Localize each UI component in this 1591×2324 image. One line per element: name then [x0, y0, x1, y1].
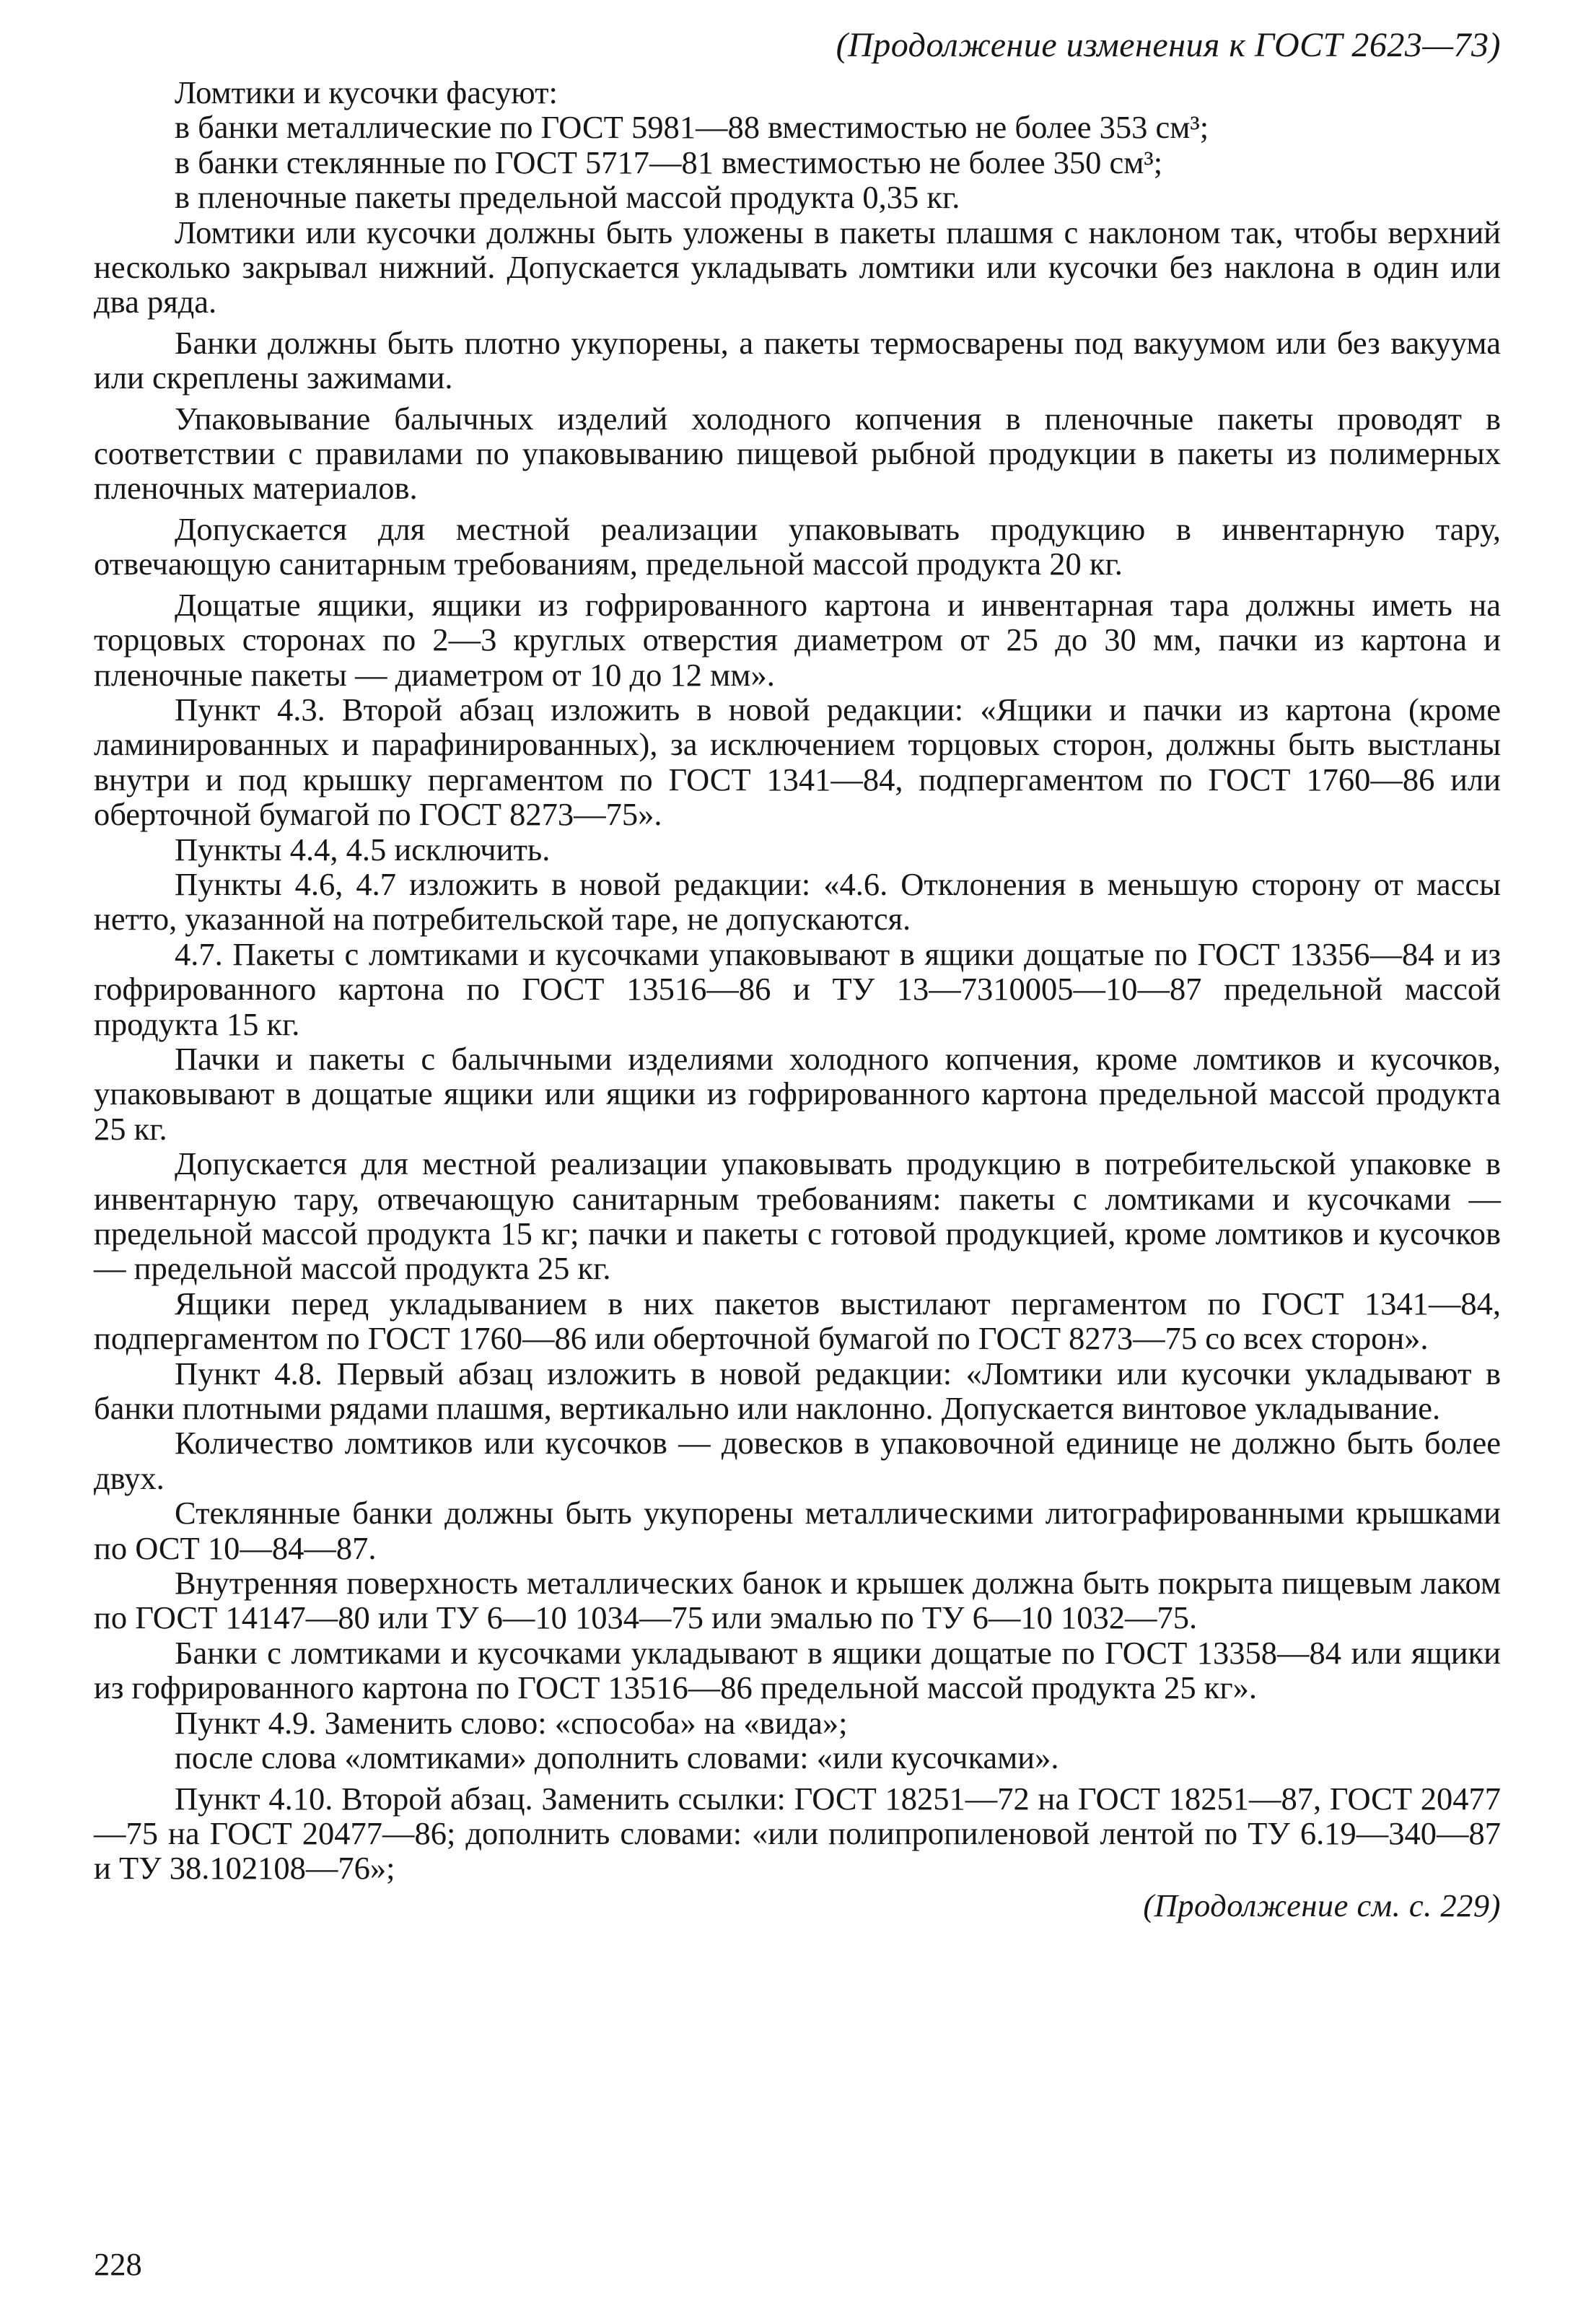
- paragraph: Ломтики и кусочки фасуют:: [175, 74, 558, 110]
- continuation-header: (Продолжение изменения к ГОСТ 2623—73): [836, 26, 1501, 64]
- paragraph: Пункт 4.9. Заменить слово: «способа» на «вида»;: [175, 1704, 848, 1741]
- paragraph: Количество ломтиков или кусочков — довесков в упаковочной единице не должно быть более двух.: [94, 1425, 1501, 1496]
- paragraph: Пункт 4.10. Второй абзац. Заменить ссылки: ГОСТ 18251—72 на ГОСТ 18251—87, ГОСТ 20477—75 на ГОСТ 20477—86; дополнить словами: «или полипропиленовой лентой по ТУ 6.19—340—87 и ТУ 38.102108—76»;: [94, 1780, 1501, 1887]
- paragraph: Пункт 4.3. Второй абзац изложить в новой редакции: «Ящики и пачки из картона (кроме ламинированных и парафинированных), за исключением торцовых сторон, должны быть выстланы внутри и под крышку пергаментом по ГОСТ 1341—84, подпергаментом по ГОСТ 1760—86 или оберточной бумагой по ГОСТ 8273—75».: [94, 691, 1501, 833]
- paragraph: Пункт 4.8. Первый абзац изложить в новой редакции: «Ломтики или кусочки укладывают в банки плотными рядами плашмя, вертикально или наклонно. Допускается винтовое укладывание.: [94, 1355, 1501, 1427]
- paragraph: в банки стеклянные по ГОСТ 5717—81 вместимостью не более 350 см³;: [175, 144, 1163, 180]
- paragraph: Ломтики или кусочки должны быть уложены в пакеты плашмя с наклоном так, чтобы верхний несколько закрывал нижний. Допускается укладывать ломтики или кусочки без наклона в один или два ряда.: [94, 214, 1501, 320]
- paragraph: Пункты 4.6, 4.7 изложить в новой редакции: «4.6. Отклонения в меньшую сторону от массы нетто, указанной на потребительской таре, не допускаются.: [94, 865, 1501, 938]
- paragraph: Стеклянные банки должны быть укупорены металлическими литографированными крышками по ОСТ 10—84—87.: [94, 1495, 1501, 1566]
- document-body: [94, 75, 1501, 1886]
- document-page: [94, 22, 1501, 2302]
- paragraph: в банки металлические по ГОСТ 5981—88 вместимостью не более 353 см³;: [175, 109, 1209, 146]
- page-number: 228: [94, 2246, 142, 2282]
- paragraph: после слова «ломтиками» дополнить словами: «или кусочками».: [175, 1739, 1059, 1776]
- paragraph: Банки должны быть плотно укупорены, а пакеты термосварены под вакуумом или без вакуума или скреплены зажимами.: [94, 324, 1501, 396]
- paragraph: Пункты 4.4, 4.5 исключить.: [175, 831, 551, 868]
- paragraph: Упаковывание балычных изделий холодного копчения в пленочные пакеты проводят в соответствии с правилами по упаковыванию пищевой рыбной продукции в пакеты из полимерных пленочных материалов.: [94, 400, 1501, 507]
- paragraph: Ящики перед укладыванием в них пакетов выстилают пергаментом по ГОСТ 1341—84, подпергаментом по ГОСТ 1760—86 или оберточной бумагой по ГОСТ 8273—75 со всех сторон».: [94, 1285, 1501, 1357]
- paragraph: Допускается для местной реализации упаковывать продукцию в потребительской упаковке в инвентарную тару, отвечающую санитарным требованиям: пакеты с ломтиками и кусочками — предельной массой продукта 15 кг; пачки и пакеты с готовой продукцией, кроме ломтиков и кусочков — предельной массой продукта 25 кг.: [94, 1145, 1501, 1287]
- paragraph: Дощатые ящики, ящики из гофрированного картона и инвентарная тара должны иметь на торцовых сторонах по 2—3 круглых отверстия диаметром от 25 до 30 мм, пачки из картона и пленочные пакеты — диаметром от 10 до 12 мм».: [94, 586, 1501, 693]
- paragraph: Допускается для местной реализации упаковывать продукцию в инвентарную тару, отвечающую санитарным требованиям, предельной массой продукта 20 кг.: [94, 510, 1501, 582]
- paragraph: Банки с ломтиками и кусочками укладывают в ящики дощатые по ГОСТ 13358—84 или ящики из гофрированного картона по ГОСТ 13516—86 предельной массой продукта 25 кг».: [94, 1634, 1501, 1706]
- paragraph: 4.7. Пакеты с ломтиками и кусочками упаковывают в ящики дощатые по ГОСТ 13356—84 и из гофрированного картона по ГОСТ 13516—86 и ТУ 13—7310005—10—87 предельной массой продукта 15 кг.: [94, 935, 1501, 1042]
- continuation-footer: (Продолжение см. с. 229): [1143, 1887, 1501, 1923]
- paragraph: Внутренняя поверхность металлических банок и крышек должна быть покрыта пищевым лаком по ГОСТ 14147—80 или ТУ 6—10 1034—75 или эмалью по ТУ 6—10 1032—75.: [94, 1565, 1501, 1636]
- paragraph: Пачки и пакеты с балычными изделиями холодного копчения, кроме ломтиков и кусочков, упаковывают в дощатые ящики или ящики из гофрированного картона предельной массой продукта 25 кг.: [94, 1040, 1501, 1147]
- paragraph: в пленочные пакеты предельной массой продукта 0,35 кг.: [175, 179, 960, 216]
